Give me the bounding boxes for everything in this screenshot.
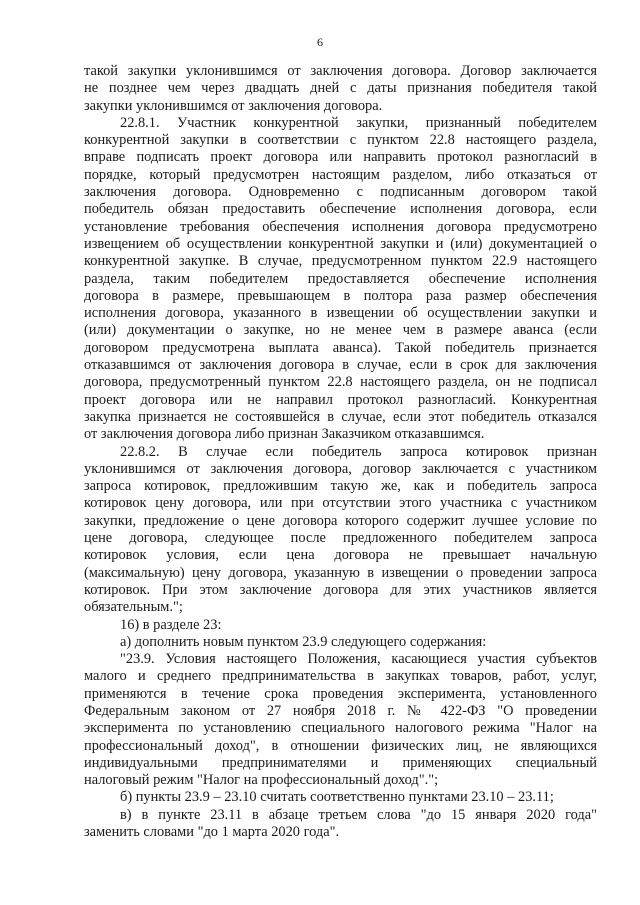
paragraph bbox=[84, 807, 597, 842]
text-line: цене договора, следующее после предложенного победителем запроса bbox=[84, 530, 597, 547]
text-line: проект договора или не направил протокол разногласий. Конкурентная bbox=[84, 391, 597, 408]
text-line: порядке, который предусмотрен настоящим разделом, либо отказаться от bbox=[84, 166, 597, 183]
text-line: "23.9. Условия настоящего Положения, касающиеся участия субъектов bbox=[120, 651, 597, 668]
text-line: 22.8.1. Участник конкурентной закупки, признанный победителем bbox=[120, 114, 597, 131]
text-line: запроса котировок, предложившим такую же, как и победитель запроса bbox=[84, 478, 597, 495]
text-line: малого и среднего предпринимательства в закупках товаров, работ, услуг, bbox=[84, 668, 597, 685]
text-line: конкурентной закупки в соответствии с пунктом 22.8 настоящего раздела, bbox=[84, 132, 597, 149]
text-line: договором предусмотрена выплата аванса). Такой победитель признается bbox=[84, 339, 597, 356]
text-line: заключения договора. Одновременно с подписанным договором такой bbox=[84, 184, 597, 201]
document-body bbox=[84, 63, 597, 841]
text-line: не позднее чем через двадцать дней с даты признания победителя такой bbox=[84, 80, 597, 97]
text-line: договора в размере, превышающем в полтора раза размер обеспечения bbox=[84, 287, 597, 304]
text-line: а) дополнить новым пунктом 23.9 следующего содержания: bbox=[120, 633, 487, 650]
text-line: уклонившимся от заключения договора, договор заключается с участником bbox=[84, 460, 597, 477]
text-line: закупки уклонившимся от заключения договора. bbox=[84, 97, 383, 114]
text-line: б) пункты 23.9 – 23.10 считать соответственно пунктами 23.10 – 23.11; bbox=[120, 789, 554, 806]
text-line: налоговый режим "Налог на профессиональный доход"."; bbox=[84, 772, 439, 789]
text-line: договора, предусмотренный пунктом 22.8 настоящего раздела, он не подписал bbox=[84, 374, 597, 391]
text-line: заменить словами "до 1 марта 2020 года". bbox=[84, 824, 340, 841]
paragraph bbox=[84, 617, 597, 634]
text-line: закупки, предложение о цене договора которого содержит лучшее условие по bbox=[84, 512, 597, 529]
text-line: 22.8.2. В случае если победитель запроса котировок признан bbox=[120, 443, 597, 460]
text-line: отказавшимся от заключения договора в случае, если в срок для заключения bbox=[84, 357, 597, 374]
paragraph bbox=[84, 634, 597, 651]
paragraph bbox=[84, 115, 597, 444]
text-line: раздела, таким победителем предоставляется обеспечение исполнения bbox=[84, 270, 597, 287]
text-line: извещением об осуществлении конкурентной закупки и (или) документацией о bbox=[84, 235, 597, 252]
text-line: Федеральным законом от 27 ноября 2018 г. № 422-ФЗ "О проведении bbox=[84, 702, 597, 719]
text-line: 16) в разделе 23: bbox=[120, 616, 222, 633]
text-line: эксперимента по установлению специального налогового режима "Налог на bbox=[84, 720, 597, 737]
text-line: профессиональный доход", в отношении физических лиц, не являющихся bbox=[84, 737, 597, 754]
text-line: закупка признается не состоявшейся в случае, если этот победитель отказался bbox=[84, 408, 597, 425]
text-line: котировок цену договора, или при отсутствии этого участника с участником bbox=[84, 495, 597, 512]
text-line: котировок. При этом заключение договора для этих участников является bbox=[84, 581, 597, 598]
text-line: победитель обязан предоставить обеспечение исполнения договора, если bbox=[84, 201, 597, 218]
text-line: в) в пункте 23.11 в абзаце третьем слова "до 15 января 2020 года" bbox=[120, 806, 597, 823]
text-line: (максимальную) цену договора, указанную в извещении о проведении запроса bbox=[84, 564, 597, 581]
paragraph bbox=[84, 444, 597, 617]
text-line: установление требования обеспечения исполнения договора предусмотрено bbox=[84, 218, 597, 235]
text-line: конкурентной закупке. В случае, предусмотренном пунктом 22.9 настоящего bbox=[84, 253, 597, 270]
text-line: (или) документации о закупке, но не менее чем в размере аванса (если bbox=[84, 322, 597, 339]
text-line: исполнения договора, указанного в извещении об осуществлении закупки и bbox=[84, 305, 597, 322]
page-number: 6 bbox=[317, 35, 323, 49]
text-line: вправе подписать проект договора или направить протокол разногласий в bbox=[84, 149, 597, 166]
text-line: индивидуальными предпринимателями и применяющих специальный bbox=[84, 754, 597, 771]
text-line: такой закупки уклонившимся от заключения договора. Договор заключается bbox=[84, 63, 597, 79]
text-line: обязательным."; bbox=[84, 599, 183, 616]
paragraph bbox=[84, 63, 597, 115]
paragraph bbox=[84, 789, 597, 806]
text-line: от заключения договора либо признан Заказчиком отказавшимся. bbox=[84, 426, 485, 443]
text-line: применяются в течение срока проведения эксперимента, установленного bbox=[84, 685, 597, 702]
text-line: котировок условия, если цена договора не превышает начальную bbox=[84, 547, 597, 564]
paragraph bbox=[84, 651, 597, 789]
